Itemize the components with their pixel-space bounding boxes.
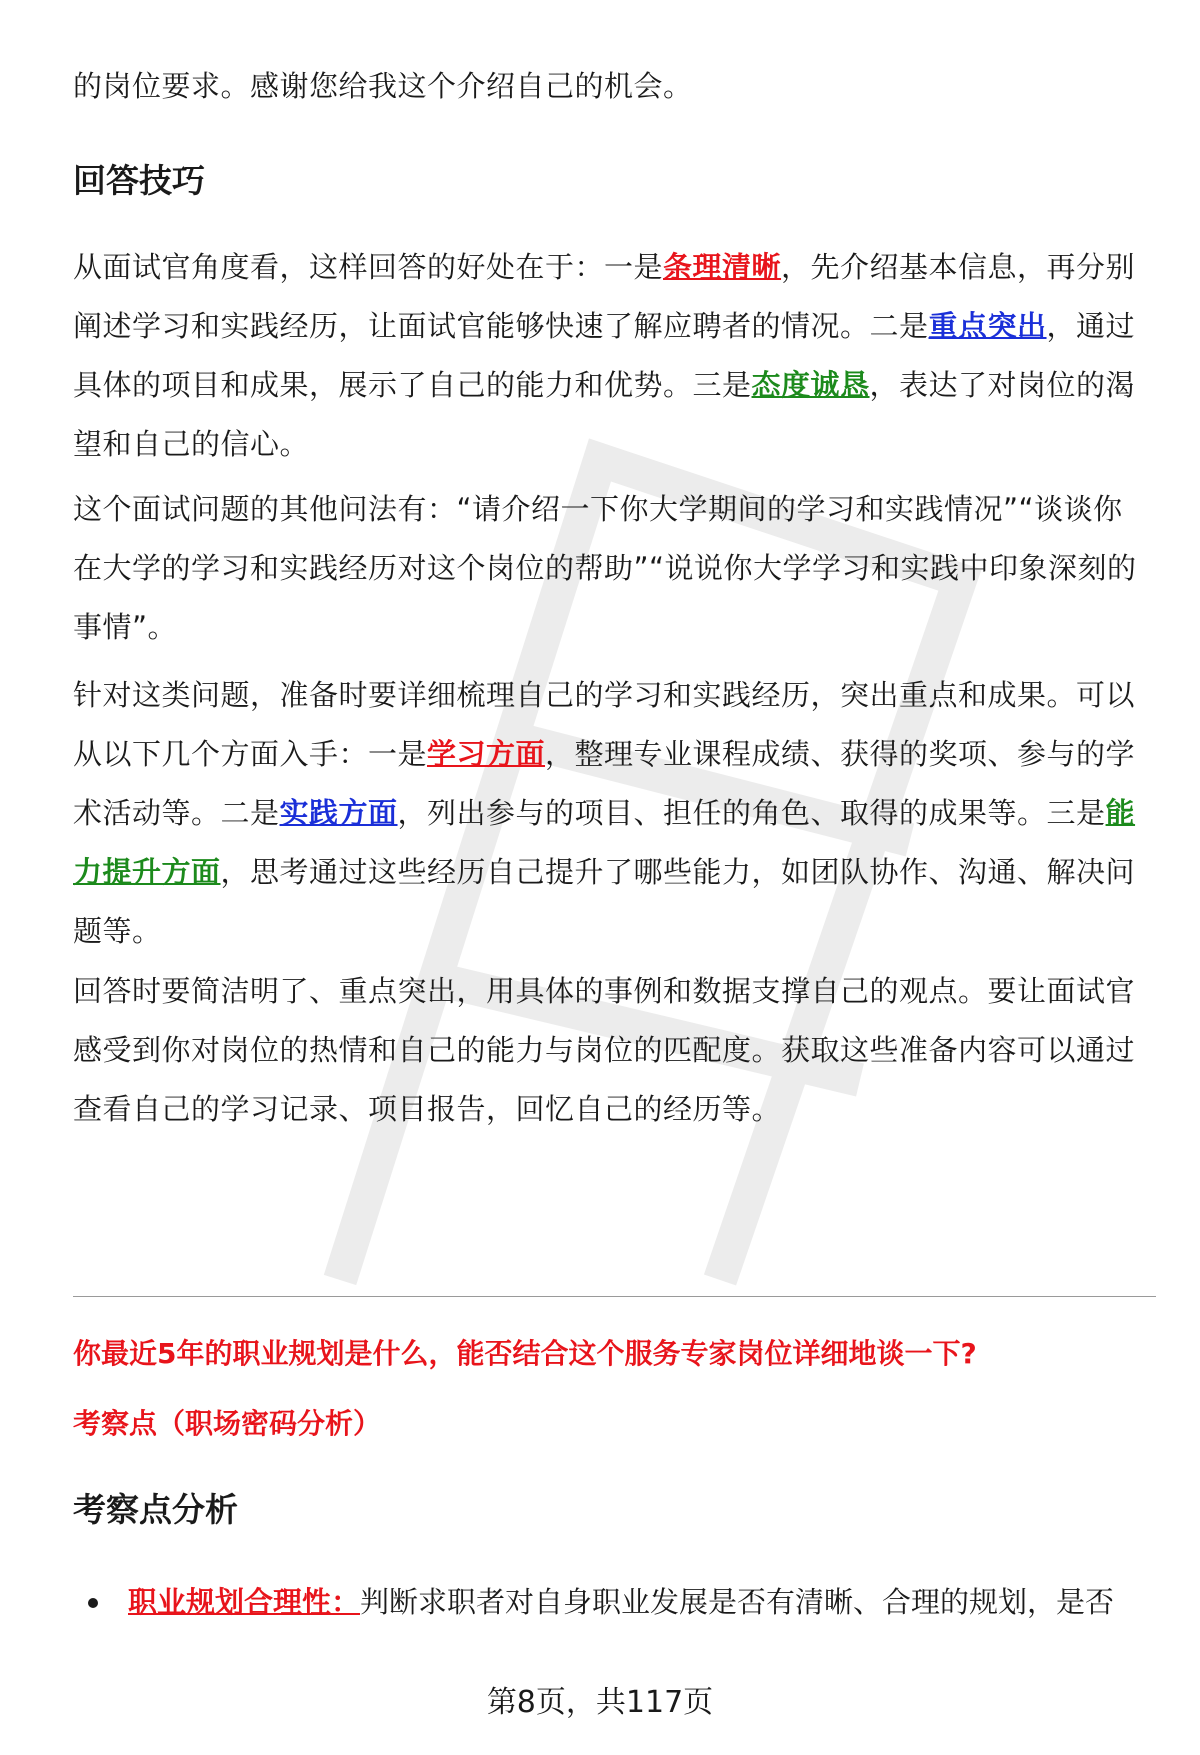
question-subtitle: 考察点（职场密码分析） bbox=[73, 1407, 382, 1440]
section-heading-tips: 回答技巧 bbox=[73, 161, 205, 200]
tips-p3-text-d: ，思考通过这些经历自己提升了哪些能力，如团队协作、沟通、解决问题等。 bbox=[73, 855, 1136, 948]
bullet-dot-icon bbox=[88, 1598, 98, 1608]
tips-p1-text-a: 从面试官角度看，这样回答的好处在于：一是 bbox=[73, 250, 664, 284]
keyword-study: 学习方面 bbox=[427, 737, 546, 771]
tips-p1-text-b: ，先介绍基本信息，再分别阐述学习和实践经历，让面试官能够快速了解应聘者的情况。二是 bbox=[73, 250, 1136, 343]
question-title: 你最近5年的职业规划是什么，能否结合这个服务专家岗位详细地谈一下? bbox=[73, 1337, 977, 1370]
bullet-1-keyword: 职业规划合理性： bbox=[128, 1585, 361, 1619]
keyword-ability: 能力提升方面 bbox=[73, 796, 1136, 889]
tips-p3-text-b: ，整理专业课程成绩、获得的奖项、参与的学术活动等。二是 bbox=[73, 737, 1136, 830]
section-divider bbox=[73, 1296, 1156, 1297]
bullet-1-text: 判断求职者对自身职业发展是否有清晰、合理的规划，是否 bbox=[360, 1585, 1115, 1619]
keyword-logical: 条理清晰 bbox=[663, 250, 782, 284]
tips-p1-text-c: ，通过具体的项目和成果，展示了自己的能力和优势。三是 bbox=[73, 309, 1136, 402]
tips-p1-text-d: ，表达了对岗位的渴望和自己的信心。 bbox=[73, 368, 1136, 461]
tips-paragraph-4: 回答时要简洁明了、重点突出，用具体的事例和数据支撑自己的观点。要让面试官感受到你对岗位的热情和自己的能力与岗位的匹配度。获取这些准备内容可以通过查看自己的学习记录、项目报告，回忆自己的经历等。 bbox=[73, 974, 1136, 1126]
keyword-sincere: 态度诚恳 bbox=[751, 368, 870, 402]
bullet-1-content bbox=[128, 1582, 1114, 1622]
intro-tail-paragraph: 的岗位要求。感谢您给我这个介绍自己的机会。 bbox=[73, 69, 693, 103]
tips-p3-text-c: ，列出参与的项目、担任的角色、取得的成果等。三是 bbox=[397, 796, 1106, 830]
tips-p3-text-a: 针对这类问题，准备时要详细梳理自己的学习和实践经历，突出重点和成果。可以从以下几个方面入手：一是 bbox=[73, 678, 1136, 771]
tips-paragraph-1 bbox=[73, 238, 1145, 474]
keyword-practice: 实践方面 bbox=[279, 796, 398, 830]
tips-paragraph-3 bbox=[73, 666, 1145, 961]
page-number-footer: 第8页，共117页 bbox=[486, 1685, 714, 1720]
section-heading-analysis: 考察点分析 bbox=[73, 1490, 238, 1529]
keyword-focus: 重点突出 bbox=[928, 309, 1047, 343]
tips-paragraph-2: 这个面试问题的其他问法有：“请介绍一下你大学期间的学习和实践情况”“谈谈你在大学的学习和实践经历对这个岗位的帮助”“说说你大学学习和实践中印象深刻的事情”。 bbox=[73, 492, 1137, 644]
